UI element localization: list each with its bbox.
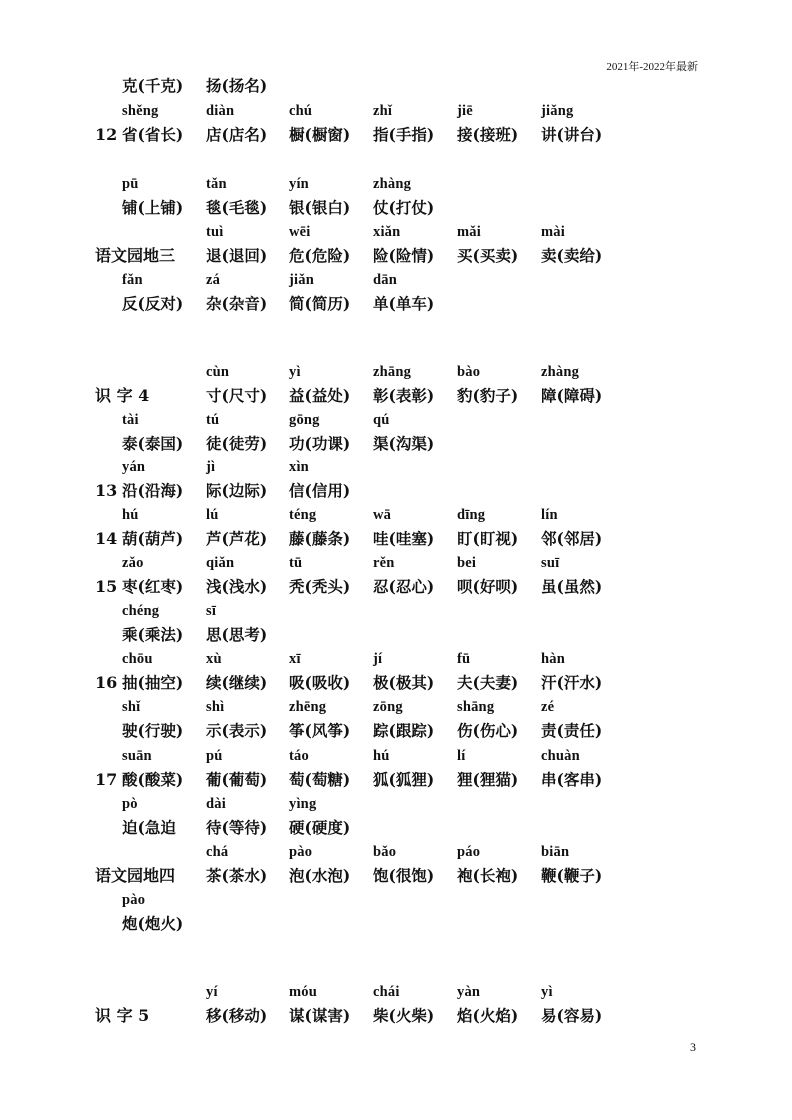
pinyin-cell: shěng [122, 103, 159, 119]
pinyin-cell: yì [289, 364, 301, 380]
character-word-cell: 豹(豹子) [457, 386, 519, 405]
pinyin-cell: biān [541, 844, 570, 860]
character-word-cell: 移(移动) [206, 1006, 268, 1025]
character-word-cell: 柴(火柴) [373, 1006, 435, 1025]
pinyin-cell: zhāng [373, 364, 412, 380]
character-word-cell: 谋(谋害) [289, 1006, 351, 1025]
character-word-cell: 浅(浅水) [206, 577, 268, 596]
character-row [0, 432, 792, 456]
character-word-cell: 危(危险) [289, 246, 351, 265]
pinyin-cell: yìng [289, 796, 317, 812]
pinyin-cell: téng [289, 507, 317, 523]
pinyin-cell: pào [122, 892, 146, 908]
character-word-cell: 筝(风筝) [289, 721, 351, 740]
pinyin-cell: suān [122, 748, 152, 764]
pinyin-cell: jiǎn [289, 272, 314, 288]
character-word-cell: 盯(盯视) [457, 529, 519, 548]
pinyin-cell: jí [373, 651, 383, 667]
character-row [0, 912, 792, 936]
character-word-cell: 串(客串) [541, 770, 603, 789]
pinyin-cell: gōng [289, 412, 320, 428]
character-word-cell: 芦(芦花) [206, 529, 268, 548]
character-word-cell: 续(继续) [206, 673, 268, 692]
character-row [0, 768, 792, 792]
character-word-cell: 待(等待) [206, 818, 268, 837]
character-word-cell: 秃(秃头) [289, 577, 351, 596]
character-word-cell: 炮(炮火) [122, 914, 184, 933]
character-row [0, 244, 792, 268]
pinyin-cell: jì [206, 459, 216, 475]
pinyin-cell: hú [373, 748, 390, 764]
pinyin-cell: fǎn [122, 272, 143, 288]
pinyin-cell: tú [206, 412, 220, 428]
lesson-label: 16 [95, 673, 118, 692]
pinyin-cell: dān [373, 272, 397, 288]
character-word-cell: 易(容易) [541, 1006, 603, 1025]
pinyin-cell: lí [457, 748, 466, 764]
lesson-label: 15 [95, 577, 118, 596]
character-word-cell: 迫(急迫 [122, 818, 176, 837]
pinyin-cell: fū [457, 651, 471, 667]
character-word-cell: 葫(葫芦) [122, 529, 184, 548]
character-word-cell: 驶(行驶) [122, 721, 184, 740]
character-word-cell: 袍(长袍) [457, 866, 519, 885]
character-word-cell: 沿(沿海) [122, 481, 184, 500]
character-word-cell: 泡(水泡) [289, 866, 351, 885]
pinyin-row [0, 455, 792, 479]
character-word-cell: 障(障碍) [541, 386, 603, 405]
character-word-cell: 反(反对) [122, 294, 184, 313]
character-word-cell: 哇(哇塞) [373, 529, 435, 548]
pinyin-cell: chá [206, 844, 229, 860]
pinyin-cell: shì [206, 699, 225, 715]
character-word-cell: 硬(硬度) [289, 818, 351, 837]
character-word-cell: 伤(伤心) [457, 721, 519, 740]
pinyin-cell: zé [541, 699, 555, 715]
pinyin-cell: xī [289, 651, 301, 667]
character-word-cell: 徒(徒劳) [206, 434, 268, 453]
pinyin-cell: zhēng [289, 699, 327, 715]
pinyin-cell: mài [541, 224, 565, 240]
character-row [0, 1004, 792, 1028]
character-word-cell: 葡(葡萄) [206, 770, 268, 789]
character-word-cell: 指(手指) [373, 125, 435, 144]
pinyin-cell: zá [206, 272, 221, 288]
pinyin-cell: yàn [457, 984, 481, 1000]
pinyin-cell: suī [541, 555, 560, 571]
pinyin-row [0, 220, 792, 244]
character-word-cell: 渠(沟渠) [373, 434, 435, 453]
pinyin-cell: bǎo [373, 844, 397, 860]
pinyin-cell: chuàn [541, 748, 580, 764]
pinyin-cell: wēi [289, 224, 311, 240]
character-row [0, 292, 792, 316]
pinyin-cell: chái [373, 984, 400, 1000]
pinyin-cell: qiǎn [206, 555, 235, 571]
character-word-cell: 示(表示) [206, 721, 268, 740]
pinyin-cell: jiē [457, 103, 473, 119]
character-row [0, 196, 792, 220]
character-row [0, 384, 792, 408]
character-word-cell: 泰(泰国) [122, 434, 184, 453]
character-word-cell: 接(接班) [457, 125, 519, 144]
pinyin-cell: cùn [206, 364, 230, 380]
character-row [0, 479, 792, 503]
lesson-label: 识 字 4 [95, 386, 150, 405]
character-word-cell: 买(买卖) [457, 246, 519, 265]
character-word-cell: 功(功课) [289, 434, 351, 453]
pinyin-cell: hàn [541, 651, 565, 667]
character-word-cell: 吸(吸收) [289, 673, 351, 692]
character-word-cell: 卖(卖给) [541, 246, 603, 265]
pinyin-row [0, 551, 792, 575]
character-word-cell: 枣(红枣) [122, 577, 184, 596]
pinyin-cell: móu [289, 984, 317, 1000]
pinyin-cell: rěn [373, 555, 395, 571]
lesson-label: 识 字 5 [95, 1006, 150, 1025]
character-word-cell: 焰(火焰) [457, 1006, 519, 1025]
character-word-cell: 藤(藤条) [289, 529, 351, 548]
pinyin-cell: pò [122, 796, 138, 812]
character-word-cell: 险(险情) [373, 246, 435, 265]
pinyin-cell: dīng [457, 507, 486, 523]
pinyin-cell: zǎo [122, 555, 144, 571]
character-row [0, 623, 792, 647]
pinyin-cell: zhǐ [373, 103, 393, 119]
pinyin-cell: chú [289, 103, 313, 119]
character-word-cell: 虽(虽然) [541, 577, 603, 596]
character-word-cell: 退(退回) [206, 246, 268, 265]
pinyin-cell: diàn [206, 103, 235, 119]
character-word-cell: 橱(橱窗) [289, 125, 351, 144]
pinyin-cell: tǎn [206, 176, 227, 192]
pinyin-row [0, 99, 792, 123]
character-word-cell: 寸(尺寸) [206, 386, 268, 405]
character-word-cell: 乘(乘法) [122, 625, 184, 644]
character-word-cell: 踪(跟踪) [373, 721, 435, 740]
character-word-cell: 酸(酸菜) [122, 770, 184, 789]
character-word-cell: 单(单车) [373, 294, 435, 313]
character-word-cell: 鞭(鞭子) [541, 866, 603, 885]
pinyin-cell: zhàng [541, 364, 580, 380]
pinyin-row [0, 360, 792, 384]
character-row [0, 864, 792, 888]
character-row [0, 123, 792, 147]
pinyin-cell: bei [457, 555, 477, 571]
lesson-label: 17 [95, 770, 118, 789]
pinyin-cell: chéng [122, 603, 160, 619]
character-word-cell: 际(边际) [206, 481, 268, 500]
pinyin-row [0, 268, 792, 292]
character-row [0, 671, 792, 695]
lesson-label: 语文园地三 [95, 246, 176, 265]
character-word-cell: 店(店名) [206, 125, 268, 144]
character-word-cell: 仗(打仗) [373, 198, 435, 217]
pinyin-cell: xiǎn [373, 224, 401, 240]
character-word-cell: 极(极其) [373, 673, 435, 692]
character-word-cell: 呗(好呗) [457, 577, 519, 596]
character-word-cell: 狸(狸猫) [457, 770, 519, 789]
character-word-cell: 饱(很饱) [373, 866, 435, 885]
character-word-cell: 银(银白) [289, 198, 351, 217]
character-word-cell: 益(益处) [289, 386, 351, 405]
pinyin-cell: yán [122, 459, 146, 475]
character-word-cell: 抽(抽空) [122, 673, 184, 692]
pinyin-cell: pú [206, 748, 223, 764]
pinyin-row [0, 408, 792, 432]
pinyin-cell: chōu [122, 651, 153, 667]
character-word-cell: 克(千克) [122, 76, 184, 95]
character-word-cell: 毯(毛毯) [206, 198, 268, 217]
pinyin-cell: zōng [373, 699, 403, 715]
pinyin-cell: xù [206, 651, 222, 667]
pinyin-cell: lú [206, 507, 219, 523]
pinyin-cell: hú [122, 507, 139, 523]
character-row [0, 527, 792, 551]
pinyin-cell: dài [206, 796, 226, 812]
pinyin-cell: shǐ [122, 699, 141, 715]
pinyin-cell: tuì [206, 224, 224, 240]
character-word-cell: 责(责任) [541, 721, 603, 740]
pinyin-cell: shāng [457, 699, 495, 715]
character-word-cell: 简(简历) [289, 294, 351, 313]
page-header: 2021年-2022年最新 [606, 61, 698, 73]
pinyin-cell: yí [206, 984, 218, 1000]
pinyin-cell: bào [457, 364, 481, 380]
character-row [0, 575, 792, 599]
pinyin-row [0, 647, 792, 671]
pinyin-cell: zhàng [373, 176, 412, 192]
pinyin-cell: sī [206, 603, 217, 619]
pinyin-cell: yì [541, 984, 553, 1000]
character-word-cell: 思(思考) [206, 625, 268, 644]
character-word-cell: 扬(扬名) [206, 76, 268, 95]
pinyin-row [0, 792, 792, 816]
pinyin-row [0, 888, 792, 912]
pinyin-row [0, 503, 792, 527]
character-word-cell: 省(省长) [122, 125, 184, 144]
character-word-cell: 杂(杂音) [206, 294, 268, 313]
pinyin-row [0, 840, 792, 864]
pinyin-cell: táo [289, 748, 309, 764]
character-word-cell: 夫(夫妻) [457, 673, 519, 692]
character-word-cell: 狐(狐狸) [373, 770, 435, 789]
page-number: 3 [690, 1040, 696, 1054]
character-word-cell: 邻(邻居) [541, 529, 603, 548]
pinyin-cell: mǎi [457, 224, 481, 240]
pinyin-cell: pào [289, 844, 313, 860]
character-word-cell: 信(信用) [289, 481, 351, 500]
pinyin-row [0, 695, 792, 719]
pinyin-row [0, 744, 792, 768]
pinyin-cell: yín [289, 176, 309, 192]
pinyin-cell: tài [122, 412, 139, 428]
character-word-cell: 忍(忍心) [373, 577, 435, 596]
pinyin-cell: tū [289, 555, 303, 571]
character-row [0, 719, 792, 743]
character-word-cell: 铺(上铺) [122, 198, 184, 217]
pinyin-row [0, 980, 792, 1004]
character-word-cell: 汗(汗水) [541, 673, 603, 692]
lesson-label: 12 [95, 125, 118, 144]
character-word-cell: 萄(萄糖) [289, 770, 351, 789]
character-row [0, 74, 792, 98]
lesson-label: 语文园地四 [95, 866, 176, 885]
pinyin-cell: pū [122, 176, 139, 192]
lesson-label: 14 [95, 529, 118, 548]
pinyin-cell: wā [373, 507, 392, 523]
character-word-cell: 茶(茶水) [206, 866, 268, 885]
pinyin-cell: qú [373, 412, 390, 428]
pinyin-cell: xìn [289, 459, 309, 475]
pinyin-cell: lín [541, 507, 558, 523]
character-row [0, 816, 792, 840]
pinyin-cell: jiǎng [541, 103, 574, 119]
pinyin-row [0, 172, 792, 196]
pinyin-cell: páo [457, 844, 481, 860]
lesson-label: 13 [95, 481, 118, 500]
character-word-cell: 讲(讲台) [541, 125, 603, 144]
pinyin-row [0, 599, 792, 623]
character-word-cell: 彰(表彰) [373, 386, 435, 405]
